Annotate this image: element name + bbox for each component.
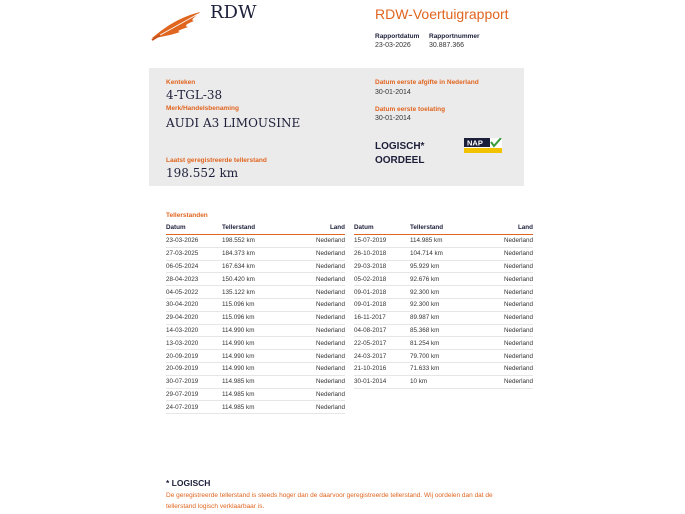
- col-odometer-header: Tellerstand: [410, 222, 474, 235]
- report-title: RDW-Voertuigrapport: [375, 6, 509, 22]
- cell-date: 13-03-2020: [166, 337, 222, 350]
- cell-date: 04-05-2022: [166, 286, 222, 299]
- cell-date: 09-01-2018: [354, 286, 410, 299]
- cell-odometer: 71.633 km: [410, 362, 474, 375]
- cell-odometer: 92.300 km: [410, 298, 474, 311]
- cell-odometer: 85.368 km: [410, 324, 474, 337]
- cell-date: 24-07-2019: [166, 401, 222, 414]
- brand-name: RDW: [210, 2, 257, 23]
- cell-country: Nederland: [286, 298, 345, 311]
- cell-date: 05-02-2018: [354, 273, 410, 286]
- cell-country: Nederland: [286, 311, 345, 324]
- verdict: [375, 140, 424, 168]
- cell-date: 30-04-2020: [166, 298, 222, 311]
- table-row: [354, 298, 533, 311]
- cell-country: Nederland: [474, 324, 533, 337]
- cell-date: 20-09-2019: [166, 350, 222, 363]
- table-row: [166, 388, 345, 401]
- table-row: [354, 375, 533, 388]
- cell-odometer: 114.990 km: [222, 337, 286, 350]
- cell-odometer: 104.714 km: [410, 247, 474, 260]
- cell-odometer: 198.552 km: [222, 235, 286, 248]
- make-label: Merk/Handelsbenaming: [166, 105, 239, 112]
- cell-odometer: 114.985 km: [410, 235, 474, 248]
- cell-country: Nederland: [286, 362, 345, 375]
- cell-country: Nederland: [474, 286, 533, 299]
- table-row: [354, 324, 533, 337]
- cell-date: 29-03-2018: [354, 260, 410, 273]
- cell-country: Nederland: [474, 311, 533, 324]
- svg-text:NAP: NAP: [467, 138, 483, 148]
- col-country-header: Land: [286, 222, 345, 235]
- table-row: [166, 375, 345, 388]
- cell-odometer: 114.985 km: [222, 401, 286, 414]
- readings-table-left: [166, 222, 345, 414]
- cell-odometer: 167.634 km: [222, 260, 286, 273]
- table-row: [166, 401, 345, 414]
- cell-odometer: 92.676 km: [410, 273, 474, 286]
- feather-logo-icon: [150, 8, 204, 42]
- cell-date: 29-07-2019: [166, 388, 222, 401]
- table-row: [166, 324, 345, 337]
- cell-country: Nederland: [474, 298, 533, 311]
- cell-odometer: 115.096 km: [222, 298, 286, 311]
- first-admission-value: 30-01-2014: [375, 115, 411, 122]
- cell-country: Nederland: [474, 375, 533, 388]
- cell-country: Nederland: [286, 273, 345, 286]
- cell-odometer: 150.420 km: [222, 273, 286, 286]
- cell-country: Nederland: [474, 260, 533, 273]
- cell-country: Nederland: [286, 350, 345, 363]
- cell-date: 30-07-2019: [166, 375, 222, 388]
- report-date-label: Rapportdatum: [375, 33, 420, 40]
- cell-country: Nederland: [286, 286, 345, 299]
- cell-country: Nederland: [474, 362, 533, 375]
- readings-title: Tellerstanden: [166, 212, 208, 219]
- table-header: [166, 222, 345, 235]
- cell-odometer: 79.700 km: [410, 350, 474, 363]
- footnote-text: De geregistreerde tellerstand is steeds hoger dan de daarvoor geregistreerde tellerstand. Wij oordelen dan dat de tellerstand logisch verklaarbaar is.: [166, 492, 493, 510]
- cell-odometer: 10 km: [410, 375, 474, 388]
- table-row: [166, 337, 345, 350]
- first-nl-label: Datum eerste afgifte in Nederland: [375, 79, 479, 86]
- cell-odometer: 81.254 km: [410, 337, 474, 350]
- report-number: 30.887.366: [429, 42, 465, 49]
- cell-country: Nederland: [474, 247, 533, 260]
- cell-country: Nederland: [474, 337, 533, 350]
- table-row: [166, 350, 345, 363]
- first-admission-label: Datum eerste toelating: [375, 106, 446, 113]
- verdict-line-2: OORDEEL: [375, 155, 425, 166]
- cell-odometer: 135.122 km: [222, 286, 286, 299]
- table-row: [166, 362, 345, 375]
- cell-date: 14-03-2020: [166, 324, 222, 337]
- table-row: [354, 311, 533, 324]
- report-date: 23-03-2026: [375, 42, 411, 49]
- cell-country: Nederland: [474, 350, 533, 363]
- nap-check-icon: [464, 138, 502, 153]
- col-country-header: Land: [474, 222, 533, 235]
- cell-date: 28-04-2023: [166, 273, 222, 286]
- cell-country: Nederland: [286, 235, 345, 248]
- cell-odometer: 114.990 km: [222, 362, 286, 375]
- cell-date: 24-03-2017: [354, 350, 410, 363]
- cell-odometer: 114.990 km: [222, 350, 286, 363]
- cell-date: 16-11-2017: [354, 311, 410, 324]
- verdict-line-1: LOGISCH*: [375, 141, 425, 152]
- cell-date: 29-04-2020: [166, 311, 222, 324]
- col-date-header: Datum: [166, 222, 222, 235]
- cell-date: 21-10-2016: [354, 362, 410, 375]
- table-row: [354, 337, 533, 350]
- footnote-title: * LOGISCH: [166, 478, 211, 488]
- cell-odometer: 115.096 km: [222, 311, 286, 324]
- cell-date: 26-10-2018: [354, 247, 410, 260]
- cell-date: 23-03-2026: [166, 235, 222, 248]
- readings-table-right: [354, 222, 533, 389]
- table-row: [354, 362, 533, 375]
- cell-country: Nederland: [286, 401, 345, 414]
- cell-odometer: 184.373 km: [222, 247, 286, 260]
- cell-odometer: 114.990 km: [222, 324, 286, 337]
- table-row: [354, 235, 533, 248]
- cell-country: Nederland: [286, 388, 345, 401]
- cell-date: 04-08-2017: [354, 324, 410, 337]
- table-header: [354, 222, 533, 235]
- cell-odometer: 95.929 km: [410, 260, 474, 273]
- table-row: [166, 235, 345, 248]
- table-row: [166, 273, 345, 286]
- table-row: [166, 286, 345, 299]
- cell-odometer: 114.985 km: [222, 388, 286, 401]
- table-row: [354, 260, 533, 273]
- col-date-header: Datum: [354, 222, 410, 235]
- table-row: [166, 311, 345, 324]
- first-nl-value: 30-01-2014: [375, 89, 411, 96]
- cell-date: 20-09-2019: [166, 362, 222, 375]
- cell-country: Nederland: [286, 260, 345, 273]
- cell-date: 27-03-2025: [166, 247, 222, 260]
- cell-date: 15-07-2019: [354, 235, 410, 248]
- plate-value: 4-TGL-38: [166, 88, 223, 102]
- table-row: [354, 350, 533, 363]
- cell-date: 06-05-2024: [166, 260, 222, 273]
- table-row: [354, 273, 533, 286]
- cell-odometer: 92.300 km: [410, 286, 474, 299]
- table-row: [354, 247, 533, 260]
- table-row: [166, 247, 345, 260]
- make-value: AUDI A3 LIMOUSINE: [166, 116, 301, 130]
- cell-date: 30-01-2014: [354, 375, 410, 388]
- cell-country: Nederland: [286, 337, 345, 350]
- cell-date: 09-01-2018: [354, 298, 410, 311]
- cell-odometer: 89.987 km: [410, 311, 474, 324]
- cell-country: Nederland: [286, 247, 345, 260]
- cell-date: 22-05-2017: [354, 337, 410, 350]
- odometer-value: 198.552 km: [166, 166, 239, 180]
- cell-country: Nederland: [286, 324, 345, 337]
- table-row: [166, 260, 345, 273]
- odometer-label: Laatst geregistreerde tellerstand: [166, 157, 267, 164]
- cell-odometer: 114.985 km: [222, 375, 286, 388]
- cell-country: Nederland: [286, 375, 345, 388]
- plate-label: Kenteken: [166, 79, 196, 86]
- table-row: [166, 298, 345, 311]
- report-number-label: Rapportnummer: [429, 33, 480, 40]
- cell-country: Nederland: [474, 273, 533, 286]
- table-row: [354, 286, 533, 299]
- cell-country: Nederland: [474, 235, 533, 248]
- col-odometer-header: Tellerstand: [222, 222, 286, 235]
